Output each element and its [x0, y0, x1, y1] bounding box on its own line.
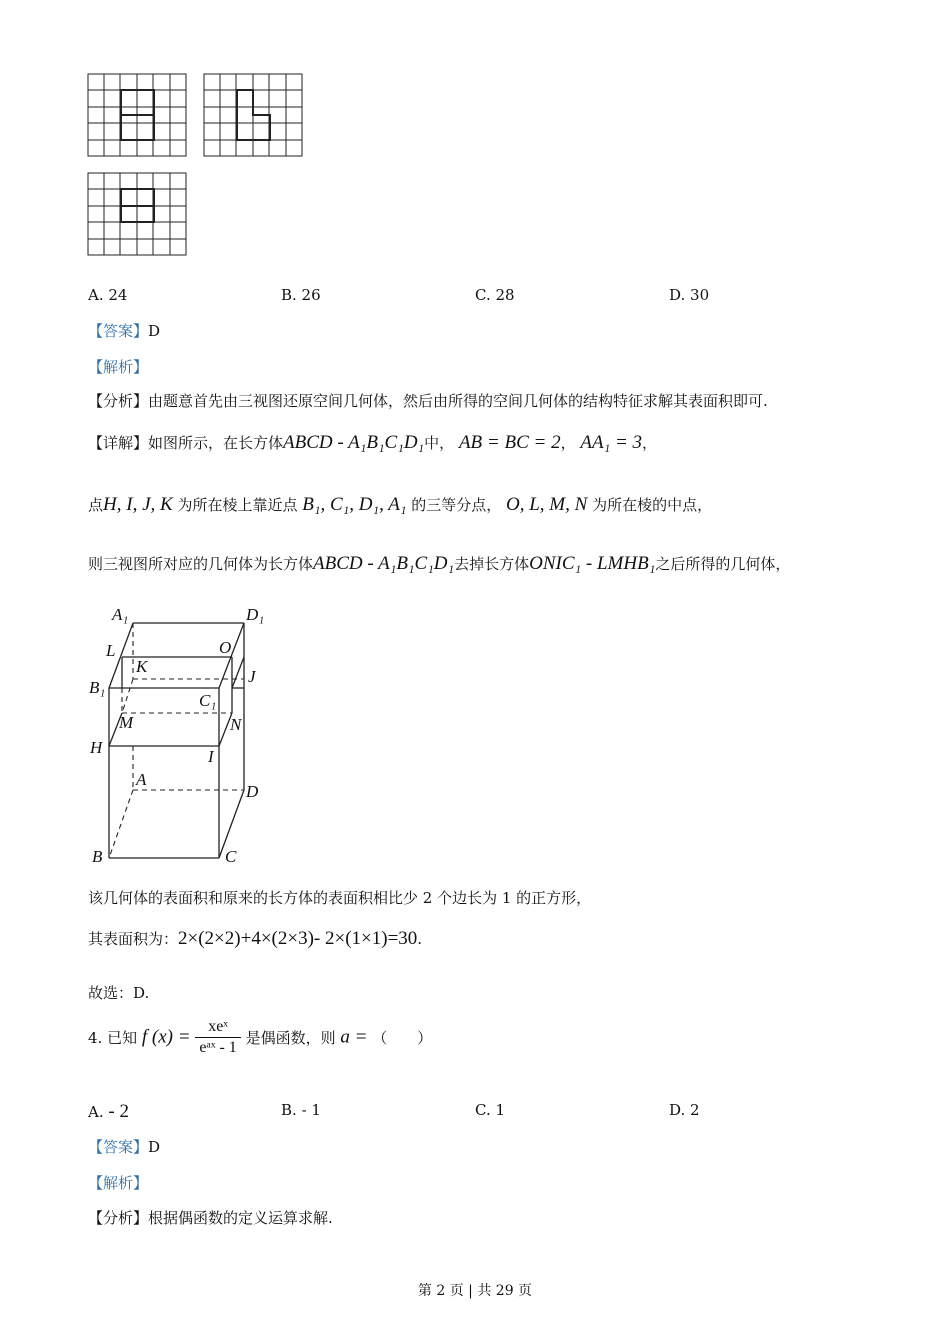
label-b: B [92, 847, 103, 866]
label-d1: D₁ [246, 605, 265, 624]
q4-fenxi-line: 【分析】根据偶函数的定义运算求解. [88, 1209, 333, 1227]
fraction: $\frac{\text{xeˣ}}{\text{eᵃˣ - 1}}$ [195, 1017, 240, 1058]
answer-line: 【答案】D [88, 322, 161, 340]
page-footer: 第 2 页 | 共 29 页 [417, 1283, 533, 1299]
cuboid-figure [86, 600, 276, 870]
label-a1: A₁ [112, 605, 129, 624]
three-view-diagram [86, 72, 306, 258]
label-c1: C₁ [199, 691, 217, 710]
geometry-line: 则三视图所对应的几何体为长方体ABCD - A₁B₁C₁D₁去掉长方体ONIC₁ - LMHB₁之后所得的几何体， [88, 553, 791, 574]
q4-jiexi-label: 【解析】 [88, 1174, 149, 1192]
label-j: J [248, 667, 256, 686]
xiangjie-line: 【详解】如图所示，在长方体ABCD - A₁B₁C₁D₁中， AB = BC = 2， AA₁ = 3， [88, 432, 658, 453]
label-i: I [208, 747, 214, 766]
conclusion-line: 该几何体的表面积和原来的长方体的表面积相比少 2 个边长为 1 的正方形， [88, 889, 592, 907]
label-m: M [119, 713, 134, 732]
choose-line: 故选：D. [88, 984, 150, 1002]
option-c: C. 28 [475, 286, 515, 304]
fenxi-line: 【分析】由题意首先由三视图还原空间几何体，然后由所得的空间几何体的结构特征求解其表面积即可. [88, 392, 768, 410]
q4-answer-line: 【答案】D [88, 1138, 161, 1156]
q4-option-b: B. - 1 [281, 1101, 321, 1119]
question-4: 4. 已知 f (x) = $\frac{\text{xeˣ}}{\text{eᵃˣ - 1}}$ 是偶函数，则 a = （ ） [88, 1018, 433, 1056]
jiexi-label: 【解析】 [88, 358, 149, 376]
points-line: 点H, I, J, K 为所在棱上靠近点 B₁, C₁, D₁, A₁ 的三等分点， O, L, M, N 为所在棱的中点， [88, 494, 713, 515]
label-l: L [106, 641, 116, 660]
label-c: C [225, 847, 237, 866]
q4-option-d: D. 2 [669, 1101, 700, 1119]
option-b: B. 26 [281, 286, 321, 304]
option-d: D. 30 [669, 286, 710, 304]
label-o: O [219, 638, 232, 657]
label-b1: B₁ [89, 678, 106, 697]
label-a: A [136, 770, 147, 789]
label-n: N [230, 715, 242, 734]
option-a: A. 24 [88, 286, 128, 304]
q4-option-a: A. - 2 [88, 1101, 129, 1122]
area-line: 其表面积为：2×(2×2)+4×(2×3)- 2×(1×1)=30. [88, 928, 423, 949]
label-k: K [136, 657, 148, 676]
label-d: D [246, 782, 259, 801]
label-h: H [90, 738, 103, 757]
q4-option-c: C. 1 [475, 1101, 506, 1119]
